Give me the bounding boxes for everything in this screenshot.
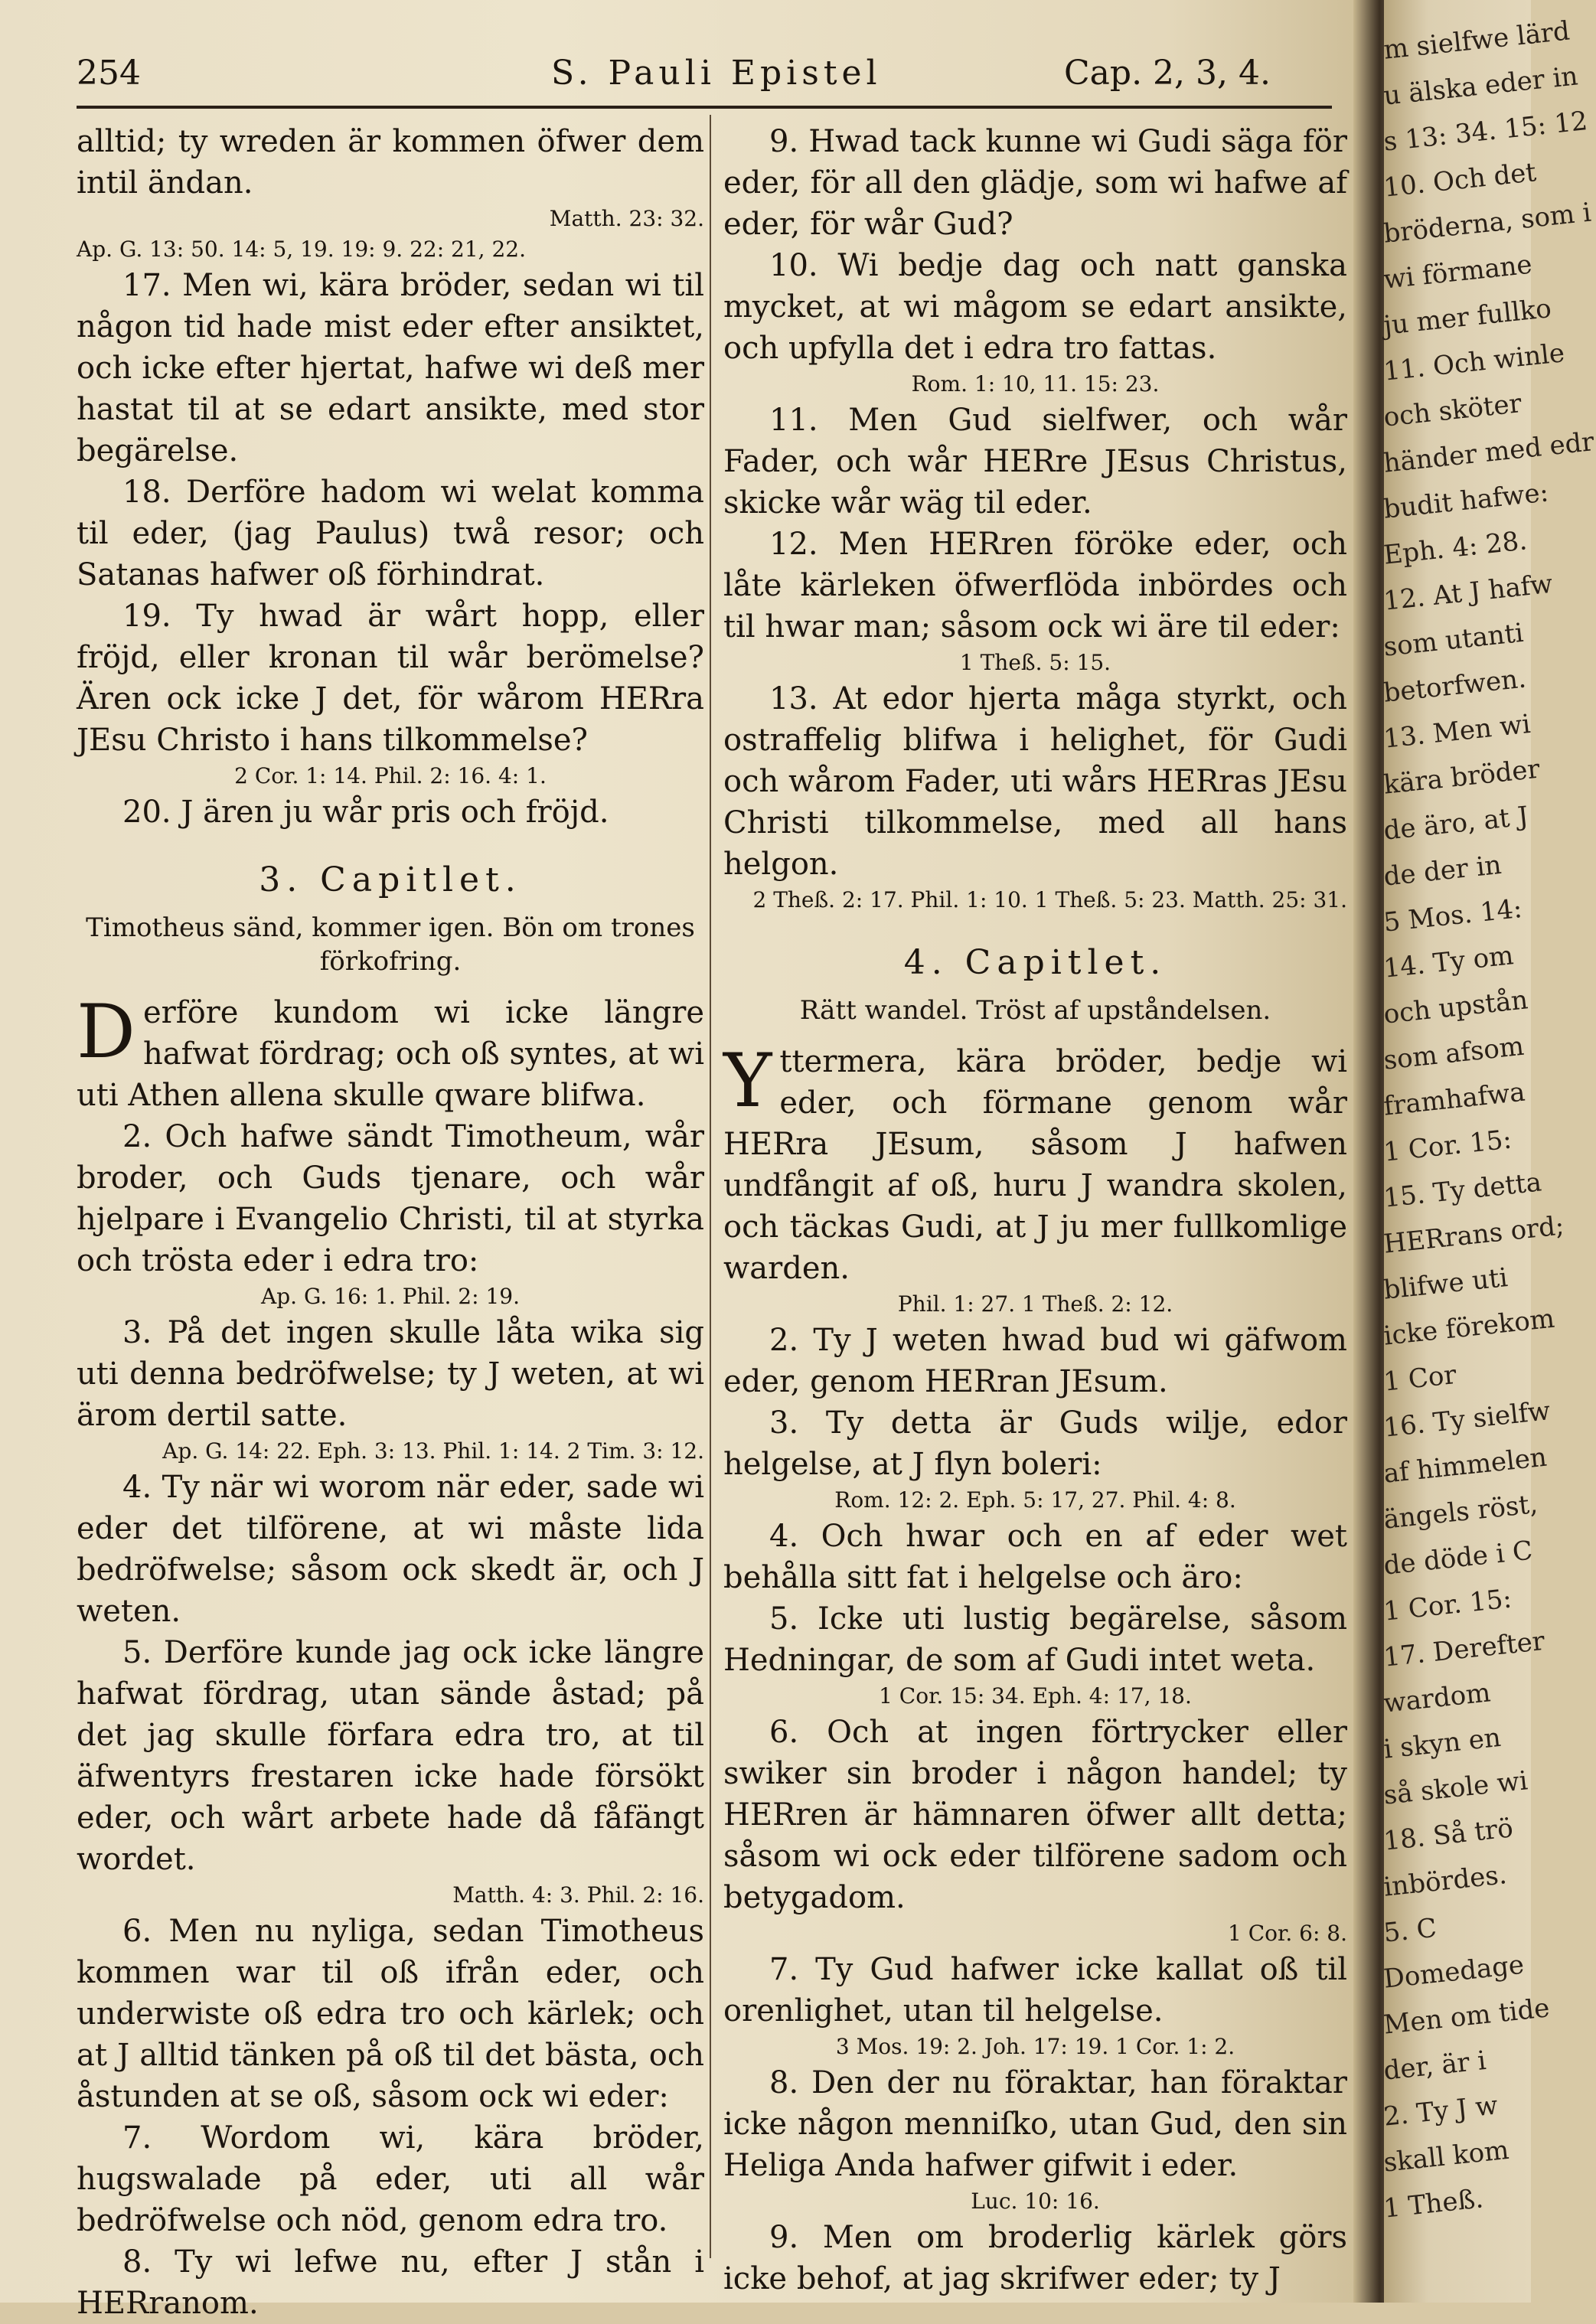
- verse: 20. J ären ju wår pris och fröjd.: [122, 795, 609, 830]
- facing-page-line: 10. Och det: [1382, 157, 1538, 204]
- cross-reference: 3 Mos. 19: 2. Joh. 17: 19. 1 Cor. 1: 2.: [835, 2034, 1235, 2059]
- facing-page-line: 5. C: [1382, 1912, 1438, 1949]
- page-number: 254: [77, 54, 141, 93]
- facing-page-line: Eph. 4: 28.: [1382, 525, 1529, 571]
- facing-page-line: ju mer fullko: [1382, 292, 1553, 341]
- facing-page-line: blifwe uti: [1382, 1262, 1510, 1306]
- facing-page-line: 12. At J hafw: [1382, 568, 1555, 617]
- verse: 6. Men nu nyliga, sedan Timotheus kommen war til oß ifrån eder, och underwiste oß edra tro och kärlek; och at J alltid tänken på oß til det bästa, och åstunden at se oß, såsom ock wi eder:: [77, 1914, 704, 2114]
- facing-page-line: som utanti: [1382, 617, 1526, 663]
- facing-page-line: de äro, at J: [1382, 801, 1530, 847]
- verse: 5. Derföre kunde jag ock icke längre hafwat fördrag, utan sände åstad; på det jag skulle förfara edra tro, at til äfwentyrs frestaren icke hade försökt eder, och wårt arbete hade då fåfängt wordet.: [77, 1635, 704, 1877]
- facing-page-line: 1 Theß.: [1382, 2183, 1485, 2224]
- facing-page-line: betorfwen.: [1382, 663, 1528, 709]
- facing-page-line: 15. Ty detta: [1382, 1167, 1543, 1214]
- chapter-heading: 4. Capitlet.: [903, 943, 1167, 982]
- cross-reference: Ap. G. 13: 50. 14: 5, 19. 19: 9. 22: 21, 22.: [77, 237, 527, 262]
- facing-page-line: icke förekom: [1382, 1303, 1556, 1352]
- verse: alltid; ty wreden är kommen öfwer dem intil ändan.: [77, 124, 704, 201]
- drop-cap: Y: [723, 1038, 772, 1124]
- facing-page-line: kära bröder: [1382, 753, 1542, 801]
- facing-page-line: händer med edr: [1382, 426, 1596, 479]
- cross-reference: Luc. 10: 16.: [971, 2189, 1100, 2214]
- facing-page-line: framhafwa: [1382, 1076, 1527, 1122]
- chapter-reference: Cap. 2, 3, 4.: [1064, 54, 1271, 93]
- facing-page-line: u älska eder in: [1382, 60, 1580, 112]
- facing-page-line: budit hafwe:: [1382, 477, 1550, 525]
- verse: 4. Och hwar och en af eder wet behålla sitt fat i helgelse och äro:: [723, 1519, 1347, 1595]
- facing-page-line: skall kom: [1382, 2134, 1511, 2179]
- cross-reference: Ap. G. 14: 22. Eph. 3: 13. Phil. 1: 14. 2 Tim. 3: 12.: [162, 1438, 704, 1464]
- verse: 3. På det ingen skulle låta wika sig uti denna bedröfwelse; ty J weten, at wi ärom dertil satte.: [77, 1315, 704, 1433]
- cross-reference: Rom. 12: 2. Eph. 5: 17, 27. Phil. 4: 8.: [834, 1487, 1236, 1513]
- verse-text: ttermera, kära bröder, bedje wi eder, och förmane genom wår HERra JEsum, såsom J hafwen undfångit af oß, huru J wandra skolen, och täckas Gudi, at J ju mer fullkomlige warden.: [723, 1044, 1347, 1286]
- verse-text: erföre kundom wi icke längre hafwat fördrag; och oß syntes, at wi uti Athen allena skulle qware blifwa.: [77, 995, 704, 1113]
- verse: 2. Ty J weten hwad bud wi gäfwom eder, genom HERran JEsum.: [723, 1323, 1347, 1399]
- facing-page-line: m sielfwe lärd: [1382, 15, 1572, 66]
- facing-page-line: och sköter: [1382, 388, 1523, 433]
- facing-page-line: s 13: 34. 15: 12: [1382, 106, 1589, 158]
- facing-page-line: 1 Cor: [1382, 1359, 1458, 1398]
- verse-first: [77, 989, 704, 1116]
- cross-reference: 1 Theß. 5: 15.: [959, 650, 1111, 675]
- verse: 3. Ty detta är Guds wilje, edor helgelse, at J flyn boleri:: [723, 1405, 1347, 1482]
- chapter-summary: Rätt wandel. Tröst af upståndelsen.: [799, 995, 1271, 1026]
- right-column: [723, 121, 1347, 2300]
- cross-reference: Rom. 1: 10, 11. 15: 23.: [911, 371, 1160, 397]
- facing-page-line: 17. Derefter: [1382, 1625, 1546, 1673]
- drop-cap: D: [77, 989, 135, 1075]
- verse: 10. Wi bedje dag och natt ganska mycket, at wi mågom se edart ansikte, och upfylla det i edra tro fattas.: [723, 248, 1347, 366]
- facing-page-line: wi förmane: [1382, 249, 1534, 295]
- facing-page-line: och upstån: [1382, 984, 1529, 1030]
- facing-page-line: bröderna, som i: [1382, 197, 1593, 250]
- verse: 7. Ty Gud hafwer icke kallat oß til orenlighet, utan til helgelse.: [723, 1952, 1347, 2029]
- facing-page-line: 1 Cor. 15:: [1382, 1583, 1513, 1627]
- verse: 9. Men om broderlig kärlek görs icke behof, at jag skrifwer eder; ty J: [723, 2220, 1347, 2296]
- facing-page-line: som afsom: [1382, 1030, 1526, 1076]
- facing-page-line: der, är i: [1382, 2045, 1488, 2087]
- cross-reference: 2 Theß. 2: 17. Phil. 1: 10. 1 Theß. 5: 23. Matth. 25: 31.: [752, 887, 1347, 912]
- cross-reference: 2 Cor. 1: 14. Phil. 2: 16. 4: 1.: [234, 763, 547, 788]
- verse: 9. Hwad tack kunne wi Gudi säga för eder, för all den glädje, som wi hafwe af eder, för wår Gud?: [723, 124, 1347, 242]
- facing-page-line: Men om tide: [1382, 1993, 1552, 2041]
- facing-page-line: de der in: [1382, 849, 1503, 893]
- running-title: S. Pauli Epistel: [551, 54, 882, 93]
- facing-page-line: af himmelen: [1382, 1441, 1549, 1490]
- verse: 4. Ty när wi worom när eder, sade wi eder det tilförene, at wi måste lida bedröfwelse; såsom ock skedt är, och J weten.: [77, 1470, 704, 1629]
- verse: 5. Icke uti lustig begärelse, såsom Hedningar, de som af Gudi intet weta.: [723, 1601, 1347, 1678]
- facing-page-line: i skyn en: [1382, 1722, 1503, 1765]
- verse: 12. Men HERren föröke eder, och låte kärleken öfwerflöda inbördes och til hwar man; såsom ock wi äre til eder:: [723, 527, 1347, 645]
- verse: 17. Men wi, kära bröder, sedan wi til någon tid hade mist eder efter ansiktet, och icke efter hjertat, hafwe wi deß mer hastat til at se edart ansikte, med stor begärelse.: [77, 268, 704, 468]
- facing-page-line: de döde i C: [1382, 1535, 1535, 1581]
- verse: 7. Wordom wi, kära bröder, hugswalade på eder, uti all wår bedröfwelse och nöd, genom edra tro.: [77, 2120, 704, 2238]
- verse-first: [723, 1038, 1347, 1289]
- facing-page-line: 2. Ty J w: [1382, 2090, 1500, 2133]
- facing-page-line: inbördes.: [1382, 1859, 1509, 1903]
- facing-page-line: 16. Ty sielfw: [1382, 1395, 1552, 1444]
- cross-reference: 1 Cor. 6: 8.: [1228, 1921, 1347, 1946]
- verse: 13. At edor hjerta måga styrkt, och ostraffelig blifwa i helighet, för Gudi och wårom Fader, uti wårs HERras JEsu Christi tilkommelse, med all hans helgon.: [723, 681, 1347, 882]
- facing-page-line: 18. Så trö: [1382, 1813, 1515, 1857]
- verse: 19. Ty hwad är wårt hopp, eller fröjd, eller kronan til wår berömelse? Ären ock icke J det, för wårom HERra JEsu Christo i hans tilkommelse?: [77, 599, 704, 758]
- left-column: [77, 121, 704, 2324]
- chapter-heading: 3. Capitlet.: [259, 860, 522, 899]
- facing-page-line: Domedage: [1382, 1949, 1526, 1995]
- verse: 8. Den der nu föraktar, han föraktar icke någon menniſko, utan Gud, den sin Heliga Anda hafwer gifwit i eder.: [723, 2065, 1347, 2183]
- header-rule: [77, 106, 1332, 109]
- cross-reference: 1 Cor. 15: 34. Eph. 4: 17, 18.: [879, 1683, 1192, 1709]
- cross-reference: Matth. 4: 3. Phil. 2: 16.: [452, 1882, 704, 1908]
- facing-page-line: 14. Ty om: [1382, 940, 1516, 984]
- facing-page-line: ängels röst,: [1382, 1488, 1539, 1536]
- facing-page-line: 1 Cor. 15:: [1382, 1124, 1513, 1168]
- facing-page-line: 13. Men wi: [1382, 708, 1532, 755]
- facing-page-line: wardom: [1382, 1677, 1493, 1719]
- page-header: [77, 47, 1332, 109]
- chapter-summary: Timotheus sänd, kommer igen. Bön om trones förkofring.: [86, 912, 695, 977]
- facing-page-line: 5 Mos. 14:: [1382, 893, 1524, 938]
- verse: 6. Och at ingen förtrycker eller swiker sin broder i någon handel; ty HERren är hämnaren öfwer allt detta; såsom wi ock eder tilförene sadom och betygadom.: [723, 1715, 1347, 1915]
- verse: 2. Och hafwe sändt Timotheum, wår broder, och Guds tjenare, och wår hjelpare i Evangelio Christi, til at styrka och trösta eder i edra tro:: [77, 1119, 704, 1278]
- verse: 18. Derföre hadom wi welat komma til eder, (jag Paulus) twå resor; och Satanas hafwer oß förhindrat.: [77, 475, 704, 592]
- column-divider: [710, 115, 711, 2258]
- cross-reference: Phil. 1: 27. 1 Theß. 2: 12.: [897, 1291, 1173, 1317]
- facing-page-line: så skole wi: [1382, 1765, 1529, 1811]
- cross-reference: Matth. 23: 32.: [549, 206, 704, 231]
- facing-page-line: HERrans ord;: [1382, 1210, 1566, 1260]
- facing-page-line: 11. Och winle: [1382, 338, 1566, 387]
- verse: 8. Ty wi lefwe nu, efter J stån i HERranom.: [77, 2244, 704, 2321]
- cross-reference: Ap. G. 16: 1. Phil. 2: 19.: [261, 1284, 520, 1309]
- verse: 11. Men Gud sielfwer, och wår Fader, och wår HERre JEsus Christus, skicke wår wäg til eder.: [723, 403, 1347, 521]
